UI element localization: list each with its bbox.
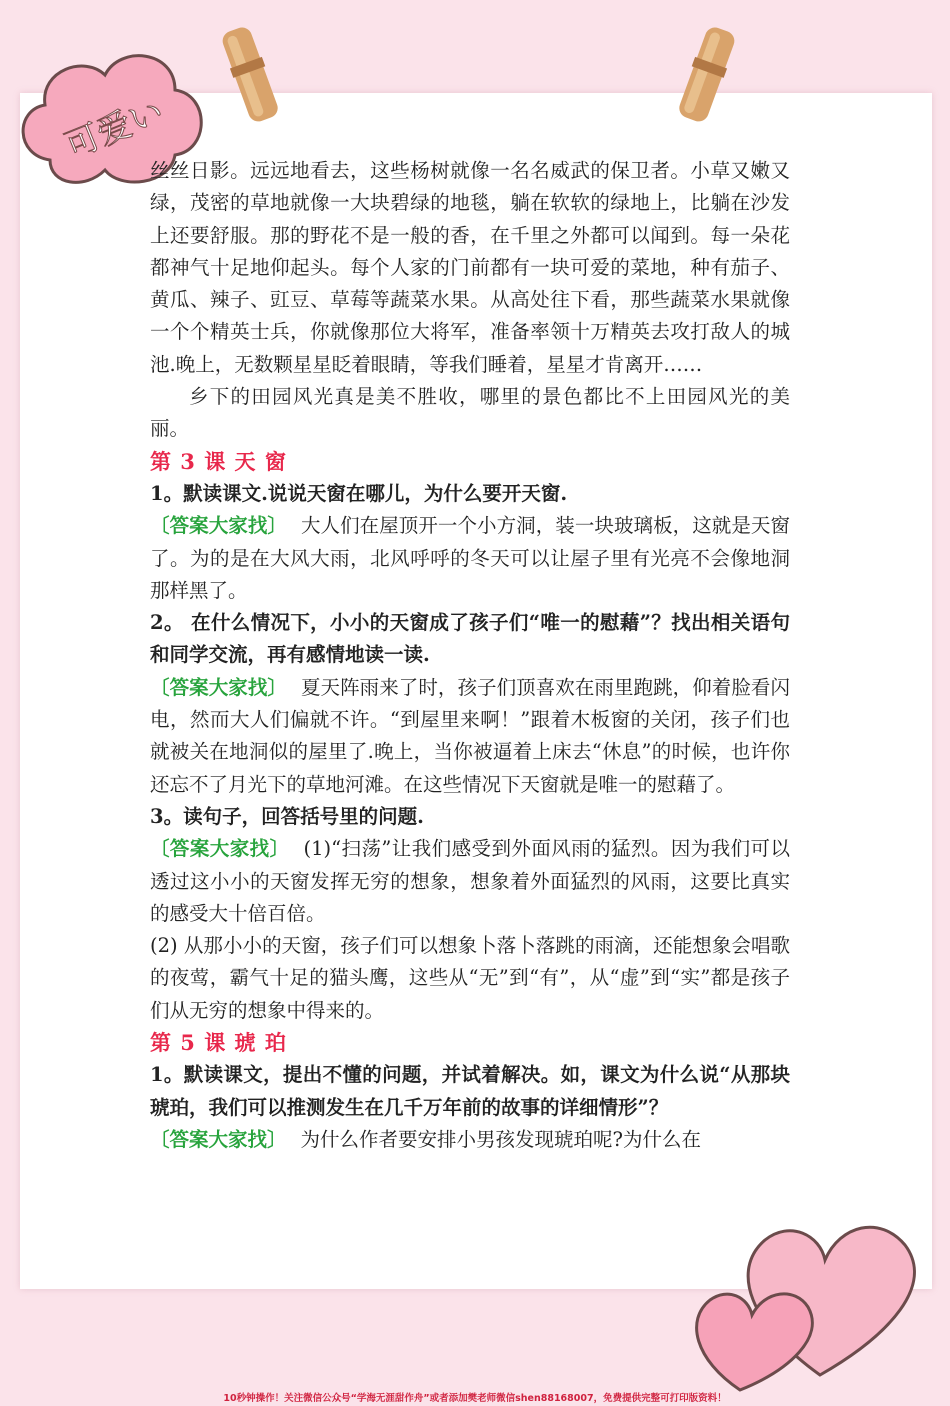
answer-1 [150,510,790,607]
question-2: 2。 在什么情况下，小小的天窗成了孩子们“唯一的慰藉”？找出相关语句和同学交流，再有感情地读一读. [150,611,790,667]
answer-tag: 〔答案大家找〕 [150,1127,287,1151]
question-3: 3。读句子，回答括号里的问题. [150,804,424,828]
answer-3b: (2) 从那小小的天窗，孩子们可以想象卜落卜落跳的雨滴，还能想象会唱歌的夜莺，霸气十足的猫头鹰，这些从“无”到“有”，从“虚”到“实”都是孩子们从无穷的想象中得来的。 [150,934,790,1022]
document-body [150,155,790,1156]
lesson-5-title: 第 5 课 琥 珀 [150,1030,287,1056]
hearts-decoration-icon [680,1175,940,1395]
paragraph: 乡下的田园风光真是美不胜收，哪里的景色都比不上田园风光的美丽。 [150,385,790,441]
question-1: 1。默读课文.说说天窗在哪儿，为什么要开天窗. [150,481,568,505]
answer-tag: 〔答案大家找〕 [150,675,287,699]
lesson-3-title: 第 3 课 天 窗 [150,448,287,474]
wooden-clip-right-icon [672,22,742,127]
answer-text: (1)“扫荡”让我们感受到外面风雨的猛烈。因为我们可以透过这小小的天窗发挥无穷的想象，想象着外面猛烈的风雨，这要比真实的感受大十倍百倍。 [150,837,790,925]
wooden-clip-left-icon [215,22,285,127]
footer-notice: 10秒钟操作！关注微信公众号“学海无涯甜作舟”或者添加樊老师微信shen88168007，免费提供完整可打印版资料！ [223,1393,727,1404]
answer-text: 夏天阵雨来了时，孩子们顶喜欢在雨里跑跳，仰着脸看闪电，然而大人们偏就不许。“到屋里来啊！”跟着木板窗的关闭，孩子们也就被关在地洞似的屋里了.晚上，当你被逼着上床去“休息”的时候，也许你还忘不了月光下的草地河滩。在这些情况下天窗就是唯一的慰藉了。 [150,675,790,796]
answer-text: 大人们在屋顶开一个小方洞，装一块玻璃板，这就是天窗了。为的是在大风大雨，北风呼呼的冬天可以让屋子里有光亮不会像地洞那样黑了。 [150,514,790,602]
answer-2 [150,672,790,801]
answer-1 [150,1124,790,1156]
question-1: 1。默读课文，提出不懂的问题，并试着解决。如，课文为什么说“从那块琥珀，我们可以推测发生在几千万年前的故事的详细情形”？ [150,1063,790,1119]
answer-tag: 〔答案大家找〕 [150,837,290,861]
paragraph: 丝丝日影。远远地看去，这些杨树就像一名名威武的保卫者。小草又嫩又绿，茂密的草地就像一大块碧绿的地毯，躺在软软的绿地上，比躺在沙发上还要舒服。那的野花不是一般的香，在千里之外都可以闻到。每一朵花都神气十足地仰起头。每个人家的门前都有一块可爱的菜地，种有茄子、黄瓜、辣子、豇豆、草莓等蔬菜水果。从高处往下看，那些蔬菜水果就像一个个精英士兵，你就像那位大将军，准备率领十万精英去攻打敌人的城池.晚上，无数颗星星眨着眼睛，等我们睡着，星星才肯离开…… [150,159,790,376]
answer-tag: 〔答案大家找〕 [150,514,287,538]
answer-3 [150,833,790,930]
badge-label: 可爱い [59,91,170,167]
answer-text: 为什么作者要安排小男孩发现琥珀呢?为什么在 [300,1127,701,1151]
